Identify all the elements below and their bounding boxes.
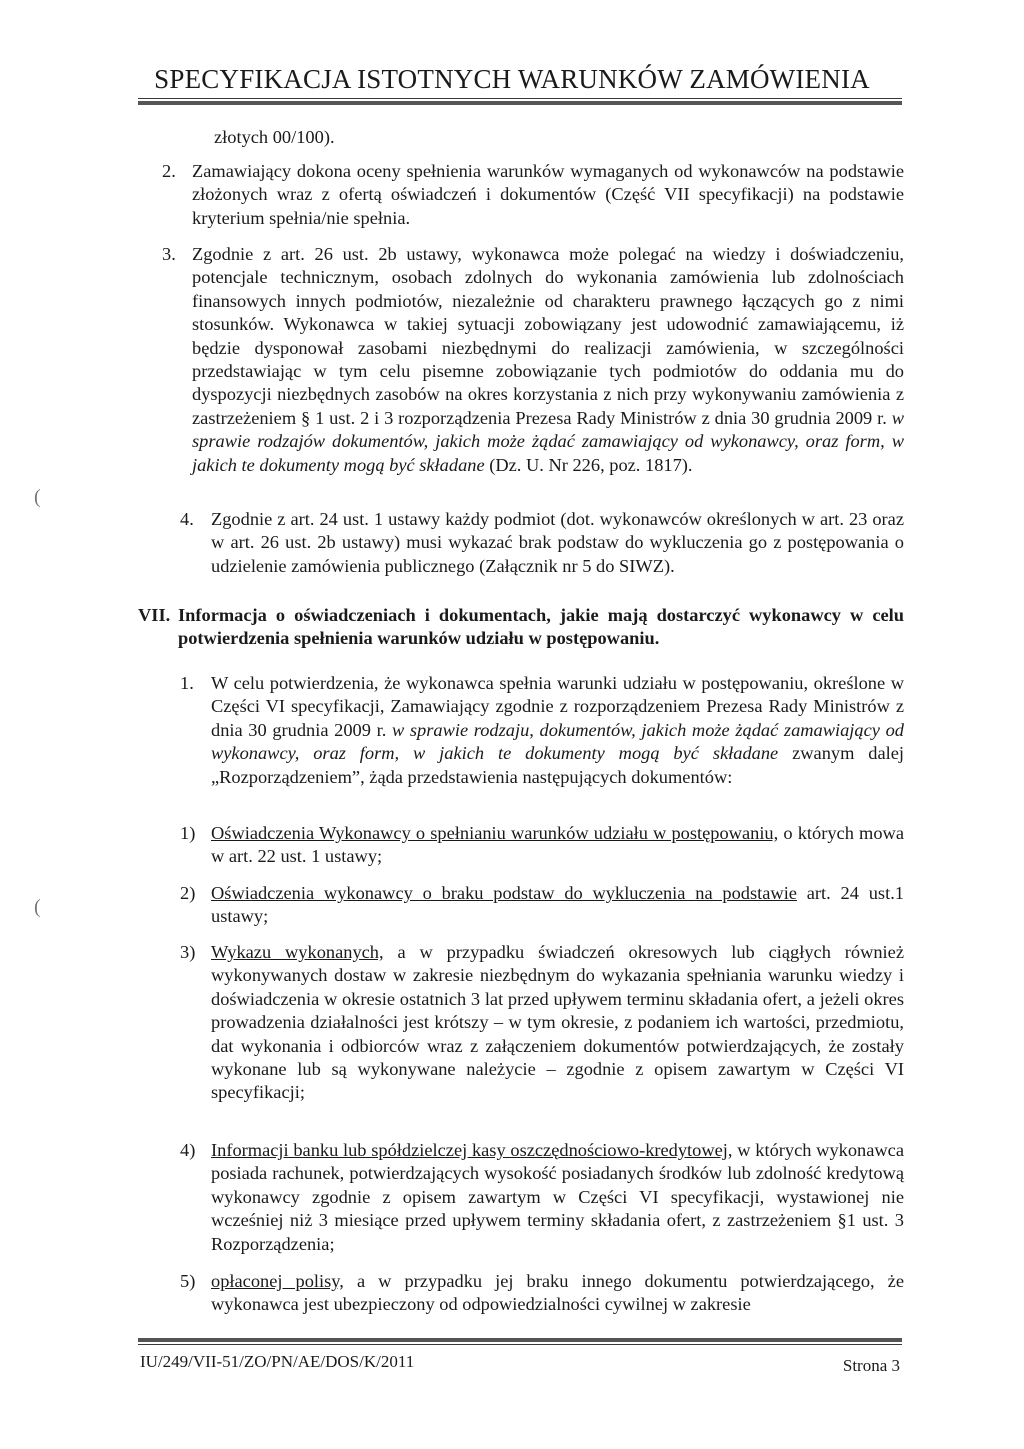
subitem-4-rest: w których wykonawca posiada rachunek, potwierdzających wysokość posiadanych środków lub zdolność kredytową wykonawcy zgodnie z opisem zawartym w Części VI specyfikacji, wystawionej nie wcześniej niż 3 miesiące przed upływem terminy składania ofert, z zastrzeżeniem §1 ust. 3 Rozporządzenia;	[211, 1140, 904, 1254]
subitem-1	[211, 822, 904, 869]
subitem-number: 4)	[180, 1140, 196, 1160]
subitem-4	[211, 1139, 904, 1256]
subitem-3	[211, 941, 904, 1105]
margin-scan-mark: (	[34, 896, 41, 918]
paragraph-item-2: Zamawiający dokona oceny spełnienia warunków wymaganych od wykonawców na podstawie złożonych wraz z ofertą oświadczeń i dokumentów (Część VII specyfikacji) na podstawie kryterium spełnia/nie spełnia.	[192, 161, 904, 228]
item-number: 3.	[162, 244, 176, 264]
paragraph-item-3-main: Zgodnie z art. 26 ust. 2b ustawy, wykonawca może polegać na wiedzy i doświadczeniu, potencjale technicznym, osobach zdolnych do wykonania zamówienia lub zdolnościach finansowych innych podmiotów, niezależnie od charakteru prawnego łączących go z nimi stosunków. Wykonawca w takiej sytuacji zobowiązany jest udowodnić zamawiającemu, iż będzie dysponował zasobami niezbędnymi do realizacji zamówienia, w szczególności przedstawiając w tym celu pisemne zobowiązanie tych podmiotów do oddania mu do dyspozycji niezbędnych zasobów na okres korzystania z nich przy wykonywaniu zamówienia z zastrzeżeniem § 1 ust. 2 i 3 rozporządzenia Prezesa Rady Ministrów z dnia 30 grudnia 2009 r.	[192, 244, 904, 428]
section-number: VII.	[138, 605, 171, 625]
continuation-line: złotych 00/100).	[214, 127, 335, 147]
paragraph-vii-1-tail: zwanym dalej „Rozporządzeniem”, żąda przedstawienia następujących dokumentów:	[211, 743, 905, 787]
margin-scan-mark: (	[34, 486, 41, 508]
page-header-title: SPECYFIKACJA ISTOTNYCH WARUNKÓW ZAMÓWIENIA	[154, 64, 870, 94]
paragraph-item-4: Zgodnie z art. 24 ust. 1 ustawy każdy podmiot (dot. wykonawców określonych w art. 23 oraz w art. 26 ust. 2b ustawy) musi wykazać brak podstaw do wykluczenia go z postępowania o udzielenie zamówienia publicznego (Załącznik nr 5 do SIWZ).	[211, 509, 904, 576]
item-number: 1.	[180, 673, 194, 693]
regulation-title-italic: w sprawie rodzajów dokumentów, jakich może żądać zamawiający od wykonawcy, oraz form, w jakich te dokumenty mogą być składane	[192, 407, 904, 475]
header-rule-thin	[138, 98, 902, 99]
subitem-number: 1)	[180, 823, 196, 843]
document-reference-code: IU/249/VII-51/ZO/PN/AE/DOS/K/2011	[140, 1352, 415, 1371]
paragraph-vii-1-main: W celu potwierdzenia, że wykonawca spełnia warunki udziału w postępowaniu, określone w Części VI specyfikacji, Zamawiający zgodnie z rozporządzeniem Prezesa Rady Ministrów z dnia 30 grudnia 2009 r.	[211, 673, 904, 740]
item-number: 2.	[162, 161, 176, 181]
subitem-5-underlined: opłaconej polisy,	[211, 1271, 344, 1291]
paragraph-vii-1	[211, 672, 904, 789]
subitem-2	[211, 882, 904, 929]
subitem-number: 5)	[180, 1271, 196, 1291]
subitem-4-underlined: Informacji banku lub spółdzielczej kasy oszczędnościowo-kredytowej,	[211, 1140, 733, 1160]
subitem-1-rest: o których mowa w art. 22 ust. 1 ustawy;	[211, 823, 904, 867]
subitem-5-rest: a w przypadku jej braku innego dokumentu potwierdzającego, że wykonawca jest ubezpieczony od odpowiedzialności cywilnej w zakresie	[211, 1271, 904, 1315]
subitem-5	[211, 1270, 904, 1317]
header-rule-thick	[138, 101, 902, 105]
subitem-2-rest: art. 24 ust.1 ustawy;	[211, 883, 904, 927]
journal-reference: (Dz. U. Nr 226, poz. 1817).	[489, 454, 693, 475]
subitem-2-underlined: Oświadczenia wykonawcy o braku podstaw do wykluczenia na podstawie	[211, 883, 797, 903]
subitem-1-underlined: Oświadczenia Wykonawcy o spełnianiu warunków udziału w postępowaniu,	[211, 823, 779, 843]
item-number: 4.	[180, 509, 194, 529]
subitem-number: 3)	[180, 942, 196, 962]
subitem-3-underlined: Wykazu wykonanych,	[211, 942, 384, 962]
footer-rule-thin	[138, 1344, 902, 1345]
footer-rule-thick	[138, 1338, 902, 1342]
paragraph-item-3	[192, 243, 904, 477]
subitem-3-rest: a w przypadku świadczeń okresowych lub ciągłych również wykonywanych dostaw w zakresie niezbędnym do wykazania spełniania warunku wiedzy i doświadczenia w okresie ostatnich 3 lat przed upływem terminu składania ofert, a jeżeli okres prowadzenia działalności jest krótszy – w tym okresie, z podaniem ich wartości, przedmiotu, dat wykonania i odbiorców wraz z załączeniem dokumentów potwierdzających, że zostały wykonane lub są wykonywane należycie – zgodnie z opisem zawartym w Części VI specyfikacji;	[211, 942, 904, 1103]
regulation-title-italic: w sprawie rodzaju, dokumentów, jakich może żądać zamawiający od wykonawcy, oraz form, w jakich te dokumenty mogą być składane	[211, 719, 904, 764]
subitem-number: 2)	[180, 883, 196, 903]
section-title: Informacja o oświadczeniach i dokumentach, jakie mają dostarczyć wykonawcy w celu potwierdzenia spełnienia warunków udziału w postępowaniu.	[178, 605, 904, 649]
page-number: Strona 3	[842, 1356, 900, 1375]
